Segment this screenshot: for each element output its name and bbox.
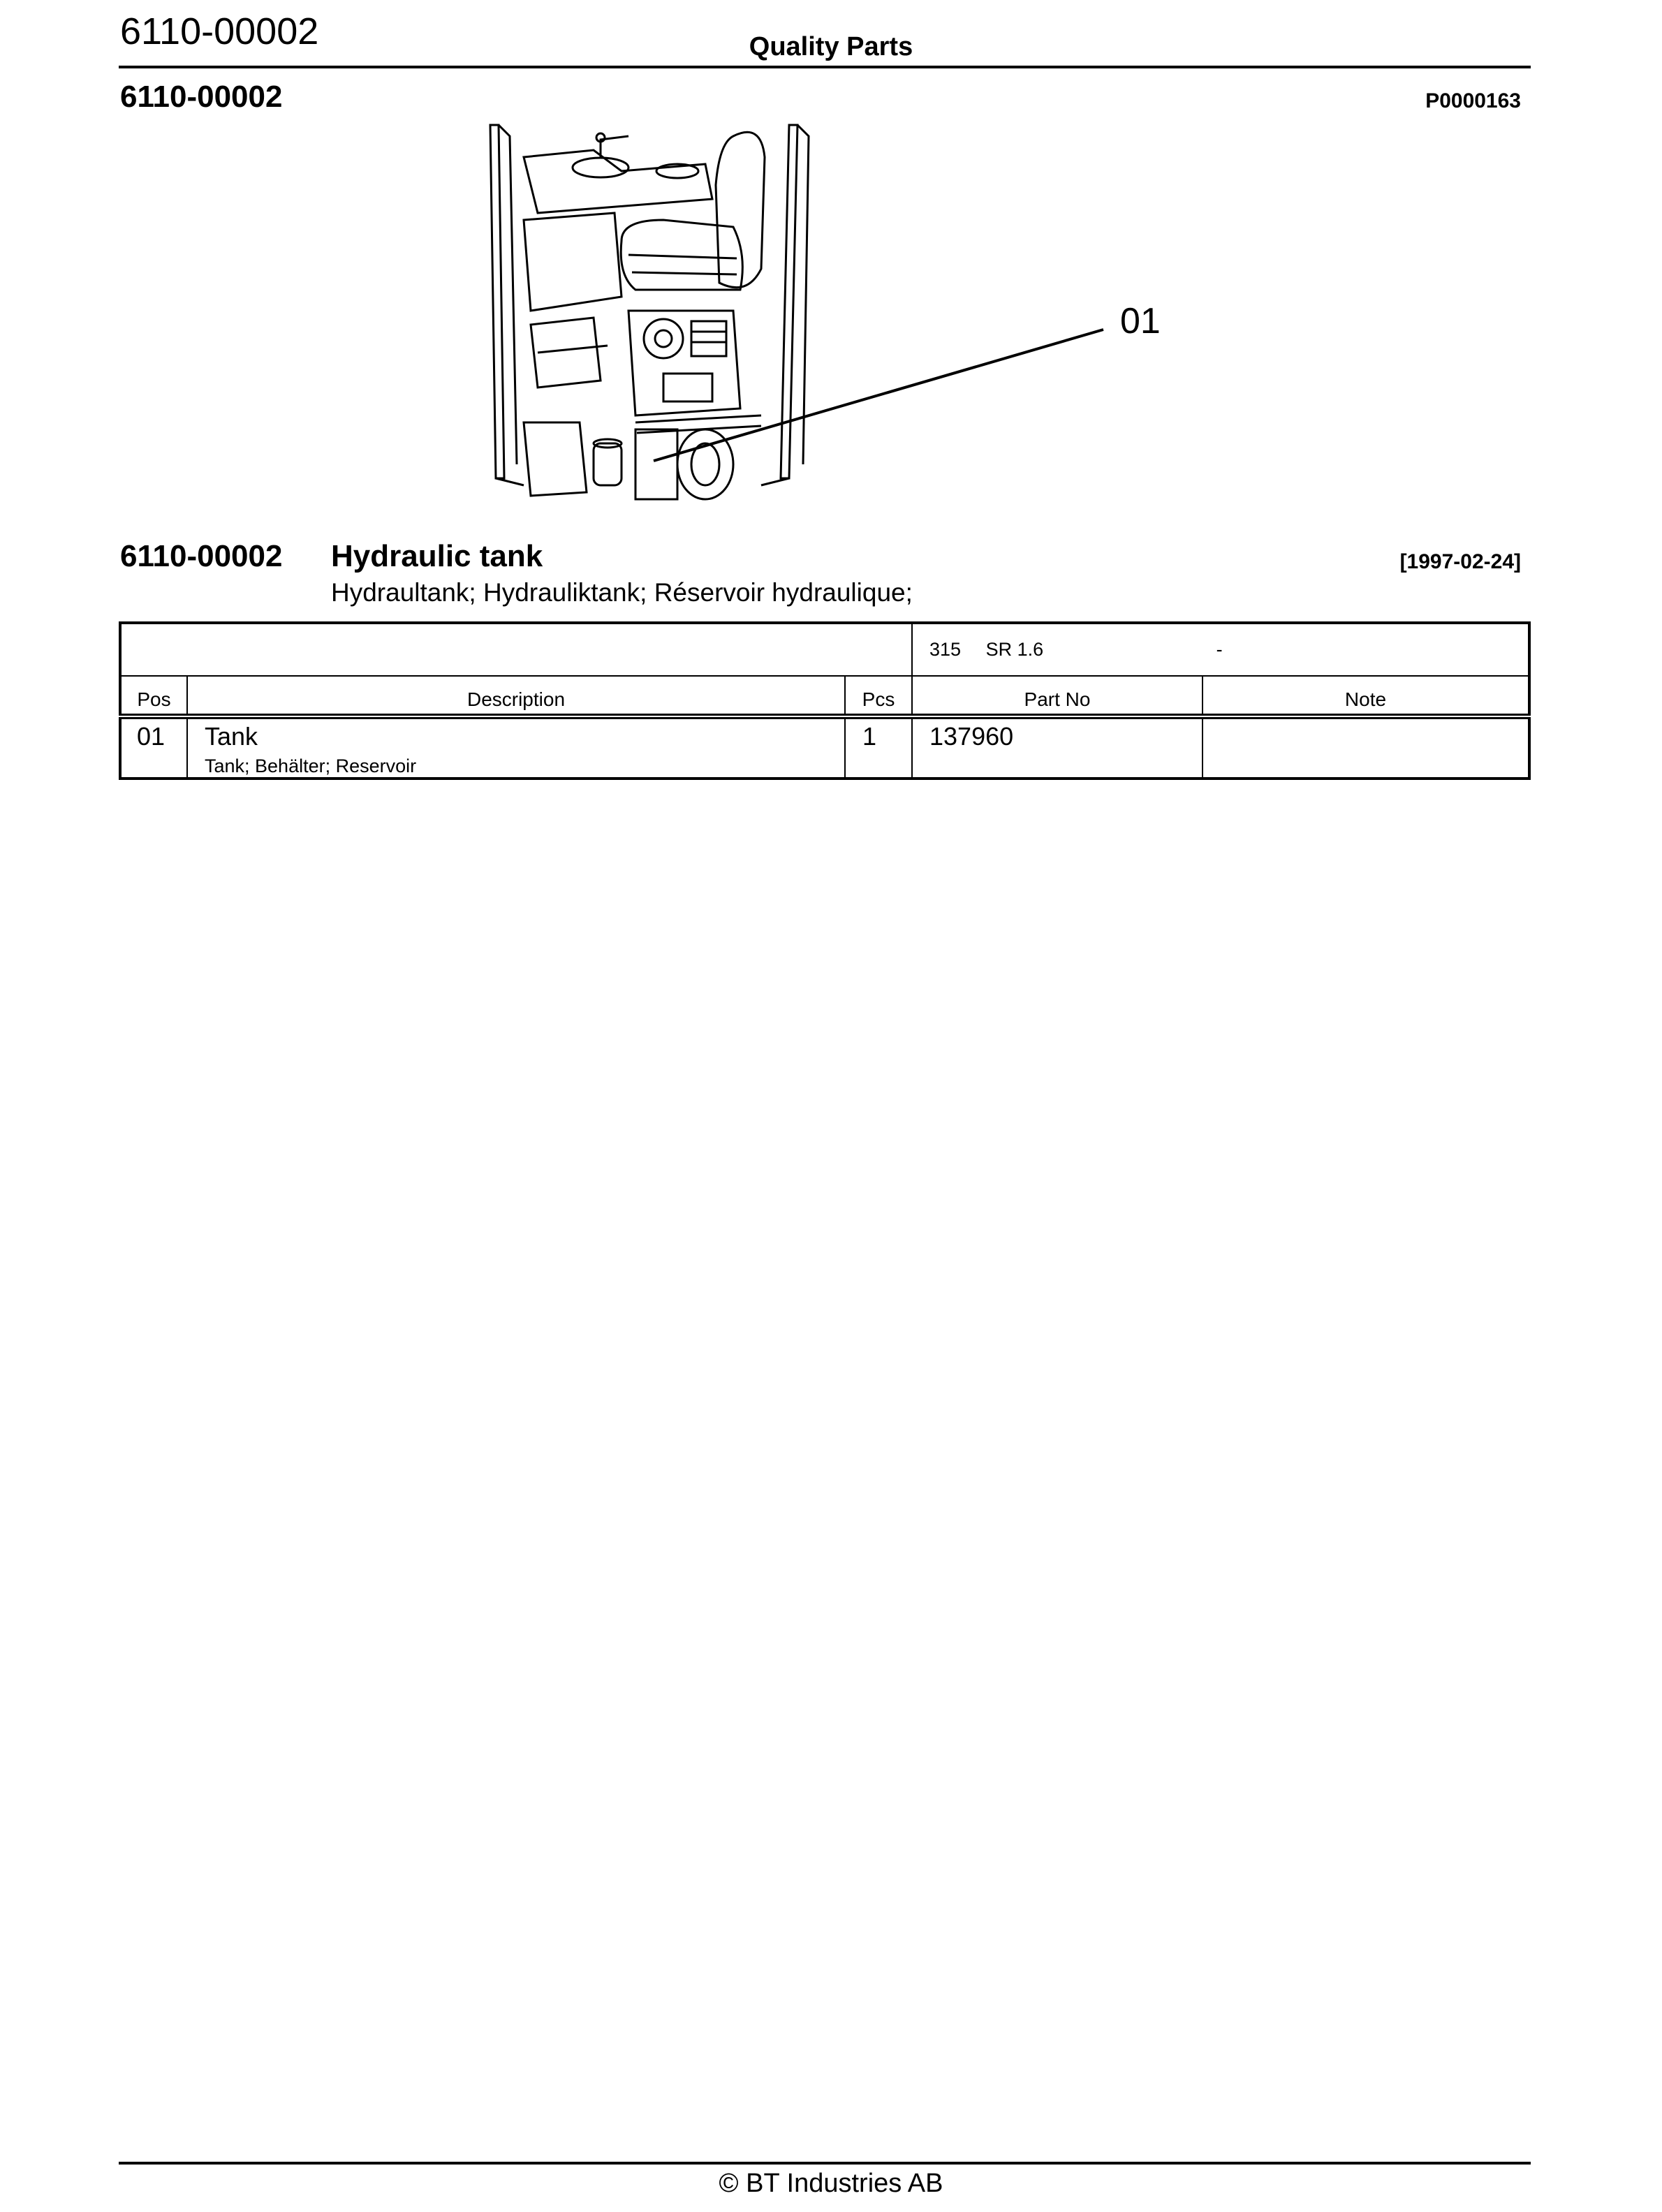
callout-label-01: 01 bbox=[1120, 301, 1161, 341]
col-pos: Pos bbox=[120, 676, 187, 716]
table-header bbox=[120, 676, 1529, 716]
col-description: Description bbox=[187, 676, 845, 716]
truck-drawing bbox=[482, 115, 1194, 513]
model-name: SR 1.6 bbox=[985, 639, 1044, 660]
item-translations: Hydraultank; Hydrauliktank; Réservoir hydraulique; bbox=[331, 578, 913, 607]
description-translations: Tank; Behälter; Reservoir bbox=[205, 755, 417, 776]
col-part-no: Part No bbox=[912, 676, 1203, 716]
item-name: Hydraulic tank bbox=[331, 539, 543, 573]
document-id: 6110-00002 bbox=[120, 10, 319, 52]
brand-title: Quality Parts bbox=[749, 32, 913, 61]
parts-table bbox=[119, 621, 1531, 780]
footer-divider bbox=[119, 2162, 1531, 2165]
table-row bbox=[120, 716, 1529, 779]
cell-description bbox=[187, 716, 845, 779]
col-note: Note bbox=[1203, 676, 1529, 716]
description-text: Tank bbox=[205, 722, 258, 751]
model-range: - bbox=[1216, 639, 1223, 660]
header-divider bbox=[119, 66, 1531, 68]
picture-id: P0000163 bbox=[1425, 89, 1521, 112]
item-date: [1997-02-24] bbox=[1399, 550, 1521, 573]
model-row bbox=[120, 623, 1529, 676]
footer-copyright: © BT Industries AB bbox=[719, 2169, 943, 2198]
cell-part-no: 137960 bbox=[912, 716, 1203, 779]
model-code: 315 bbox=[929, 639, 962, 660]
callout-line bbox=[654, 330, 1103, 461]
section-id: 6110-00002 bbox=[120, 80, 283, 114]
cell-note bbox=[1203, 716, 1529, 779]
cell-pos: 01 bbox=[120, 716, 187, 779]
cell-pcs: 1 bbox=[845, 716, 912, 779]
item-id: 6110-00002 bbox=[120, 539, 283, 573]
col-pcs: Pcs bbox=[845, 676, 912, 716]
